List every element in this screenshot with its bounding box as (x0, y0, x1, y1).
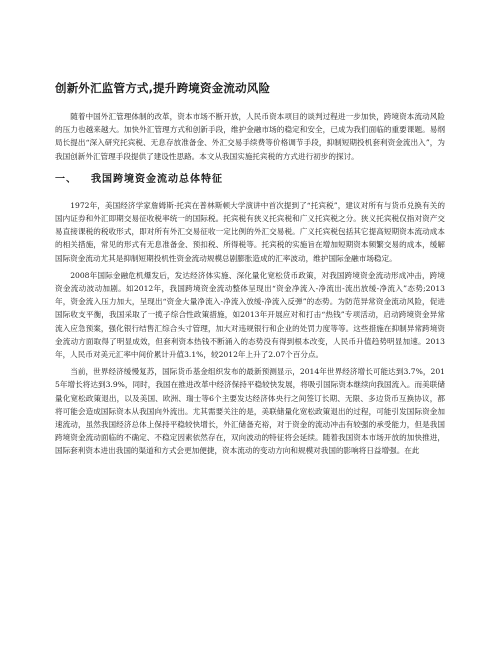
body-paragraph-2: 2008年国际金融危机爆发后，发达经济体实施、深化量化宽松货币政策，对我国跨境资金流动形成冲击，跨境资金流动波动加剧。如2012年，我国跨境资金流动整体呈现出“资金净流入-净流出-流出放缓-净流入”态势;2013年，资金流入压力加大，呈现出“资金大量净流入-净流入放缓-净流入反弹”的态势。为防范异常资金流动风险，促进国际收支平衡，我国采取了一揽子综合性政策措施，如2013年开展应对和打击“热钱”专项活动，启动跨境资金异常流入应急预案，强化银行结售汇综合头寸管理，加大对违规银行和企业的处罚力度等等。这些措施在抑制异常跨境资金流动方面取得了明显成效，但套利资本热钱不断涌入的态势没有得到根本改变，人民币升值趋势明显加速。2013年，人民币对美元汇率中间价累计升值3.1%，较2012年上升了2.07个百分点。 (55, 270, 445, 360)
body-paragraph-1: 1972年，美国经济学家詹姆斯·托宾在普林斯顿大学演讲中首次提到了“托宾税”，建议对所有与货币兑换有关的国内证券和外汇即期交易征收税率统一的国际税。托宾税有狭义托宾税和广义托宾税之分。狭义托宾税仅指对资产交易直接课税的税收形式，即对所有外汇交易征收一定比例的外汇交易税。广义托宾税包括其它提高短期资本流动成本的相关措施，常见的形式有无息准备金、预扣税、所得税等。托宾税的实施旨在增加短期资本频繁交易的成本，缓解国际资金流动尤其是抑制短期投机性资金流动规模总剧膨胀造成的汇率波动，维护国际金融市场稳定。 (55, 200, 445, 263)
section-number: 一、 (55, 173, 77, 185)
document-title: 创新外汇监管方式,提升跨境资金流动风险 (55, 81, 271, 95)
intro-paragraph: 随着中国外汇管理体制的改革，资本市场不断开放，人民币资本项目的谈判过程进一步加快，跨境资本流动风险的压力也越来越大。加快外汇管理方式和创新手段，维护金融市场的稳定和安全，已成为我们面临的重要课题。易纲局长提出“深入研究托宾税、无息存放准备金、外汇交易手续费等价格调节手段，抑制短期投机套利资金流出入”，为我国创新外汇管理手段提供了建设性思路。本文从我国实施托宾税的方式进行初步的探讨。 (55, 112, 445, 161)
document-page (55, 80, 445, 462)
section-heading (55, 173, 445, 187)
section-heading-text: 我国跨境资金流动总体特征 (91, 173, 223, 185)
body-paragraph-3: 当前，世界经济缓慢复苏，国际货币基金组织发布的最新预测显示，2014年世界经济增长可能达到3.7%，2015年增长将达到3.9%，同时，我国在推进改革中经济保持平稳较快发展，将吸引国际资本继续向我国流入。而美联储量化宽松政策退出，以及美国、欧洲、瑞士等6个主要发达经济体央行之间签订长期、无限、多边货币互换协议，都将可能会造成国际资本从我国向外流出。尤其需要关注的是，美联储量化宽松政策退出的过程，可能引发国际资金加速流动，虽然我国经济总体上保持平稳较快增长，外汇储备充裕，对于资金的流动冲击有较强的承受能力，但是我国跨境资金流动面临的不确定、不稳定因素依然存在，双向波动的特征将会延续。随着我国资本市场开放的加快推进，国际套利资本进出我国的渠道和方式会更加便捷，资本流动的变动方向和规模对我国的影响将日益增强。在此 (55, 367, 445, 456)
